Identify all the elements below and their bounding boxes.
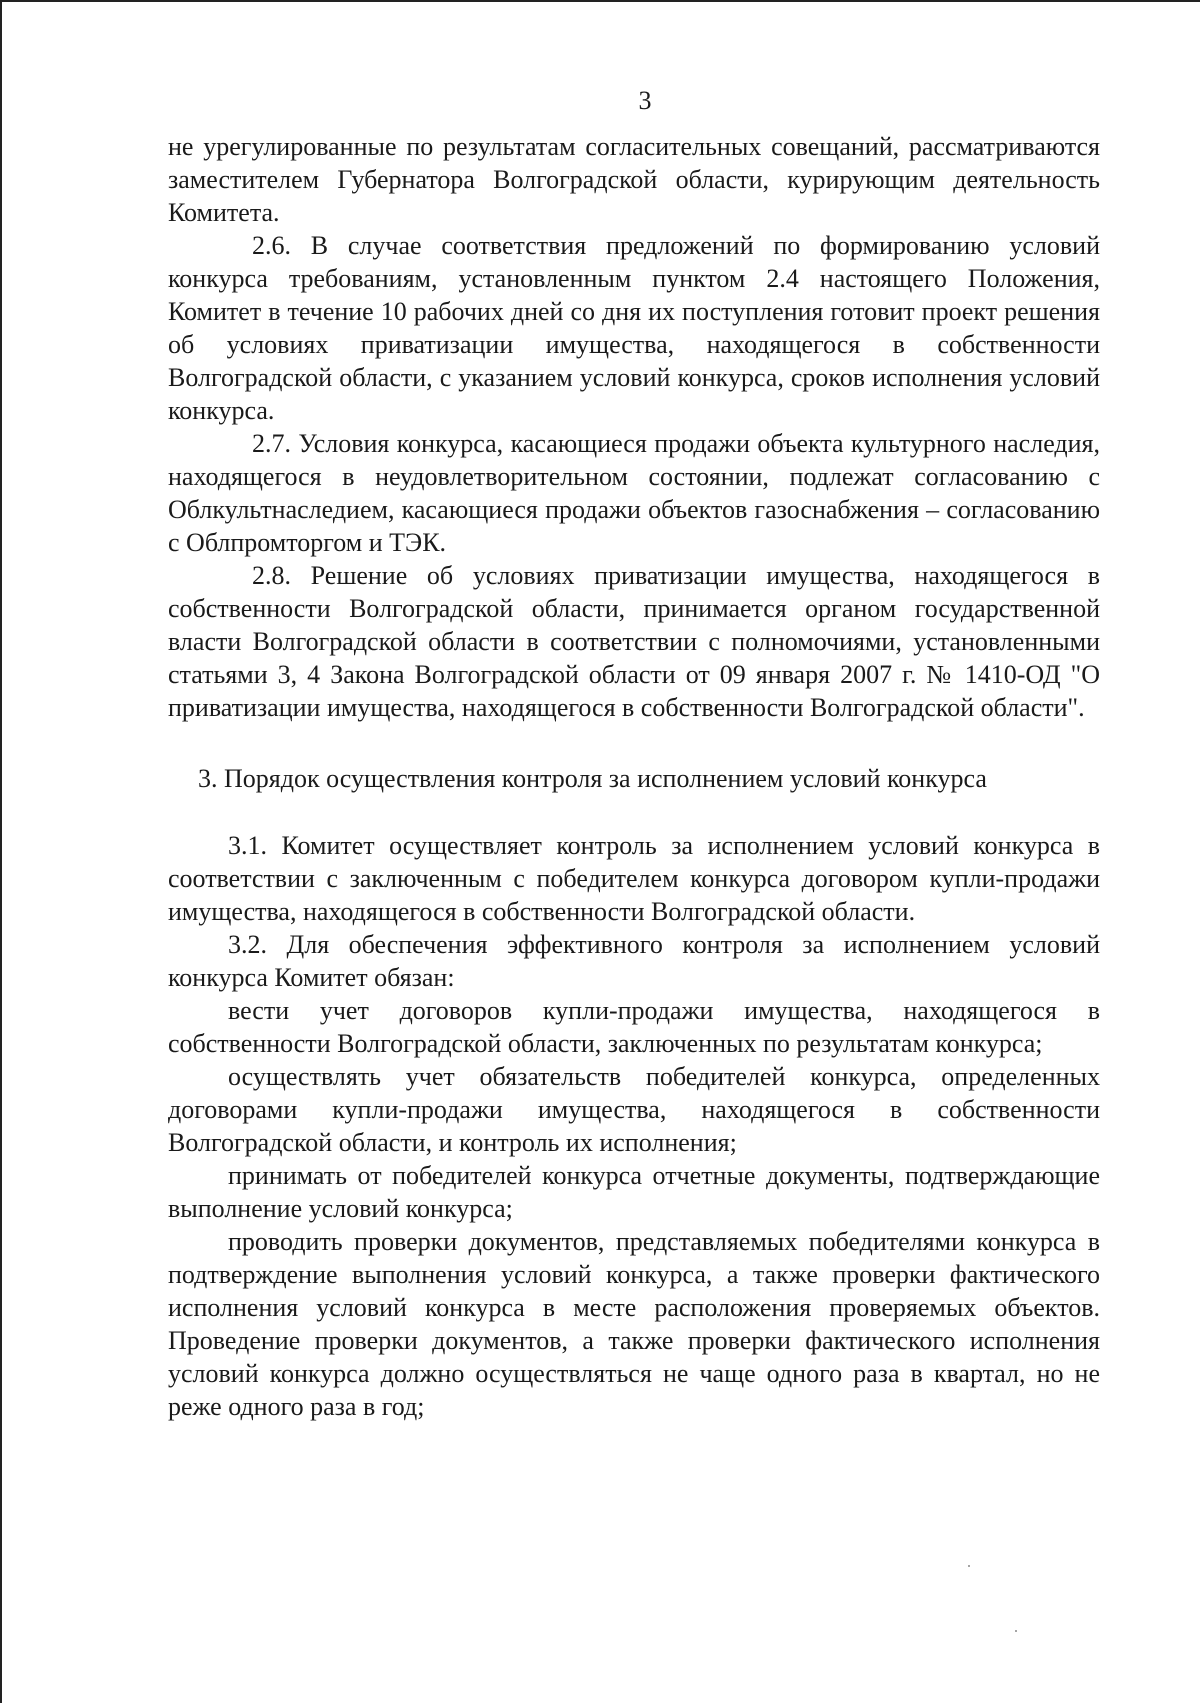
section-heading: 3. Порядок осуществления контроля за исполнением условий конкурса: [198, 764, 987, 793]
paragraph-2-6: 2.6. В случае соответствия предложений по формированию условий конкурса требованиям, установленным пунктом 2.4 настоящего Положения, Комитет в течение 10 рабочих дней со дня их поступления готовит проект решения об условиях приватизации имущества, находящегося в собственности Волгоградской области, с указанием условий конкурса, сроков исполнения условий конкурса.: [168, 231, 1100, 425]
scan-speck: [1015, 1630, 1017, 1632]
duty-item-record-obligations: осуществлять учет обязательств победителей конкурса, определенных договорами купли-продажи имущества, находящегося в собственности Волгоградской области, и контроль их исполнения;: [168, 1062, 1100, 1157]
scan-speck: [968, 1565, 970, 1567]
scan-border-left: [0, 0, 2, 1703]
paragraph-2-7: 2.7. Условия конкурса, касающиеся продажи объекта культурного наследия, находящегося в неудовлетворительном состоянии, подлежат согласованию с Облкультнаследием, касающиеся продажи объектов газоснабжения – согласованию с Облпромторгом и ТЭК.: [168, 429, 1100, 557]
duty-item-accept-reports: принимать от победителей конкурса отчетные документы, подтверждающие выполнение условий конкурса;: [168, 1161, 1100, 1223]
scan-border-top: [0, 0, 1200, 2]
duty-item-record-contracts: вести учет договоров купли-продажи имущества, находящегося в собственности Волгоградской области, заключенных по результатам конкурса;: [168, 996, 1100, 1058]
page-number: 3: [638, 86, 652, 115]
document-body: [168, 130, 1100, 1423]
paragraph-3-2: 3.2. Для обеспечения эффективного контроля за исполнением условий конкурса Комитет обязан:: [168, 930, 1100, 992]
paragraph-3-1: 3.1. Комитет осуществляет контроль за исполнением условий конкурса в соответствии с заключенным с победителем конкурса договором купли-продажи имущества, находящегося в собственности Волгоградской области.: [168, 831, 1100, 926]
paragraph-2-8: 2.8. Решение об условиях приватизации имущества, находящегося в собственности Волгоградской области, принимается органом государственной власти Волгоградской области в соответствии с полномочиями, установленными статьями 3, 4 Закона Волгоградской области от 09 января 2007 г. № 1410-ОД "О приватизации имущества, находящегося в собственности Волгоградской области".: [168, 561, 1100, 722]
paragraph-continuation: не урегулированные по результатам согласительных совещаний, рассматриваются заместителем Губернатора Волгоградской области, курирующим деятельность Комитета.: [168, 132, 1100, 227]
duty-item-inspections: проводить проверки документов, представляемых победителями конкурса в подтверждение выполнения условий конкурса, а также проверки фактического исполнения условий конкурса в месте расположения проверяемых объектов. Проведение проверки документов, а также проверки фактического исполнения условий конкурса должно осуществляться не чаще одного раза в квартал, но не реже одного раза в год;: [168, 1227, 1100, 1421]
